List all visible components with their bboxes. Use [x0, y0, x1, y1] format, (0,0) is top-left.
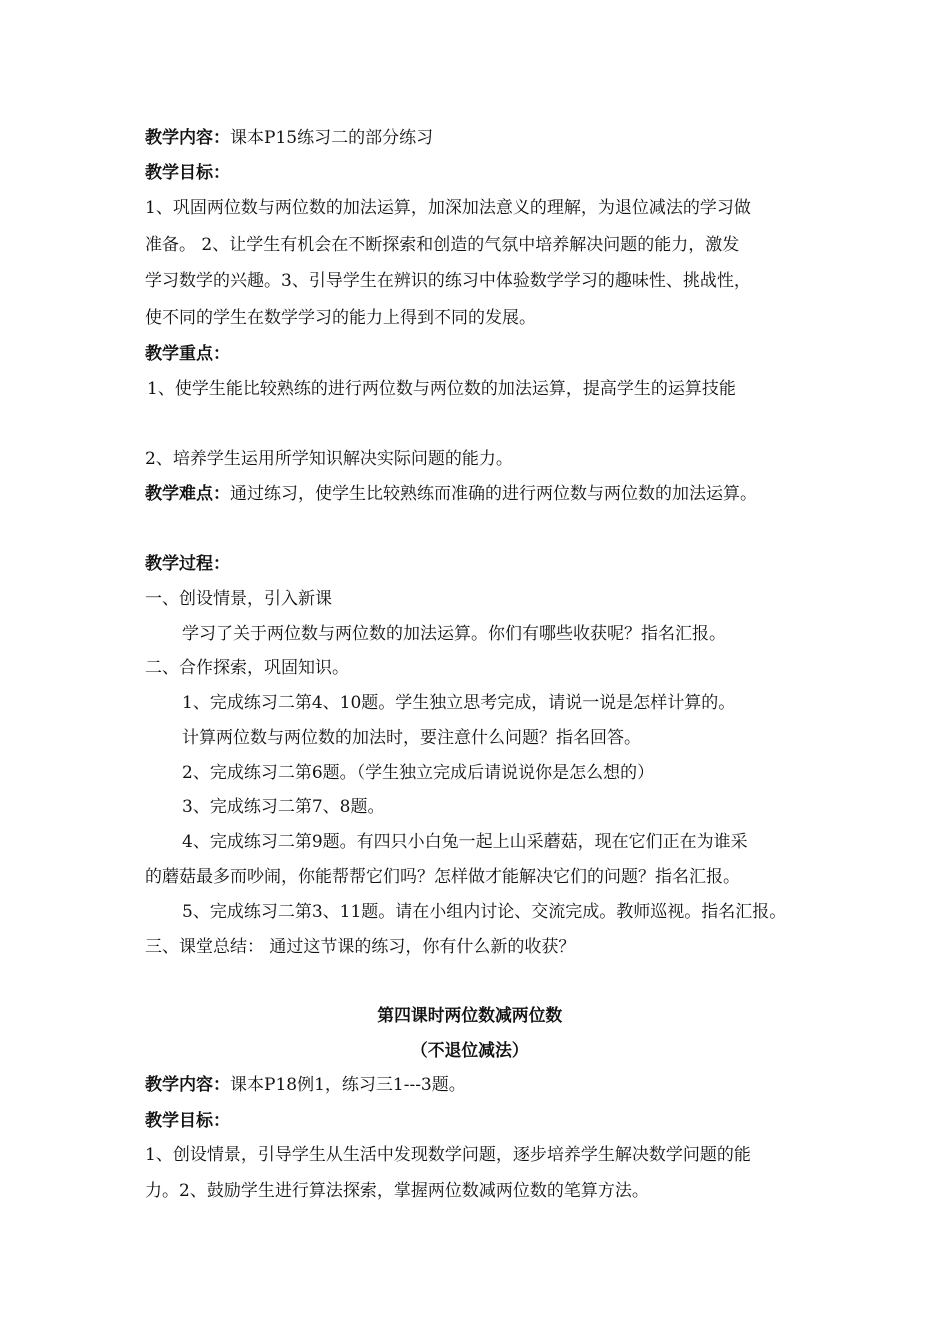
process-label: 教学过程：	[145, 554, 230, 574]
process-line: 4、完成练习二第9题。有四只小白兔一起上山采蘑菇，现在它们正在为谁采	[182, 832, 748, 852]
content-text: 课本P15练习二的部分练习	[230, 128, 434, 148]
content-row	[145, 1073, 466, 1097]
lesson-title: 第四课时两位数减两位数	[377, 1006, 563, 1026]
content-row	[145, 126, 433, 150]
process-heading: 二、合作探索，巩固知识。	[145, 658, 349, 678]
content-text: 课本P18例1，练习三1---3题。	[230, 1075, 466, 1095]
process-line: 3、完成练习二第7、8题。	[182, 797, 385, 817]
goals-line: 1、巩固两位数与两位数的加法运算，加深加法意义的理解，为退位减法的学习做	[145, 198, 751, 218]
goals-label: 教学目标：	[145, 1111, 230, 1131]
difficulty-text: 通过练习，使学生比较熟练而准确的进行两位数与两位数的加法运算。	[230, 484, 757, 504]
process-heading: 三、课堂总结： 通过这节课的练习，你有什么新的收获？	[145, 937, 576, 957]
key-label: 教学重点：	[145, 344, 230, 364]
goals-line: 力。2、鼓励学生进行算法探索，掌握两位数减两位数的笔算方法。	[145, 1181, 649, 1201]
difficulty-row	[145, 482, 757, 506]
key-line: 1、使学生能比较熟练的进行两位数与两位数的加法运算，提高学生的运算技能	[147, 379, 736, 399]
key-line: 2、培养学生运用所学知识解决实际问题的能力。	[145, 449, 513, 469]
goals-label: 教学目标：	[145, 163, 230, 183]
lesson-subtitle: （不退位减法）	[410, 1041, 529, 1061]
content-label: 教学内容：	[145, 128, 230, 148]
difficulty-label: 教学难点：	[145, 484, 230, 504]
goals-line: 准备。 2、让学生有机会在不断探索和创造的气氛中培养解决问题的能力，激发	[145, 235, 740, 255]
process-line: 计算两位数与两位数的加法时，要注意什么问题？指名回答。	[182, 728, 641, 748]
process-line: 5、完成练习二第3、11题。请在小组内讨论、交流完成。教师巡视。指名汇报。	[182, 902, 787, 922]
goals-line: 1、创设情景，引导学生从生活中发现数学问题，逐步培养学生解决数学问题的能	[145, 1145, 751, 1165]
content-label: 教学内容：	[145, 1075, 230, 1095]
goals-line: 使不同的学生在数学学习的能力上得到不同的发展。	[145, 308, 536, 328]
process-line: 的蘑菇最多而吵闹，你能帮帮它们吗？怎样做才能解决它们的问题？指名汇报。	[145, 867, 740, 887]
goals-line: 学习数学的兴趣。3、引导学生在辨识的练习中体验数学学习的趣味性、挑战性，	[145, 271, 751, 291]
process-heading: 一、创设情景，引入新课	[145, 589, 332, 609]
process-line: 2、完成练习二第6题。（学生独立完成后请说说你是怎么想的）	[182, 763, 655, 783]
process-line: 1、完成练习二第4、10题。学生独立思考完成，请说一说是怎样计算的。	[182, 693, 736, 713]
process-line: 学习了关于两位数与两位数的加法运算。你们有哪些收获呢？指名汇报。	[182, 624, 726, 644]
